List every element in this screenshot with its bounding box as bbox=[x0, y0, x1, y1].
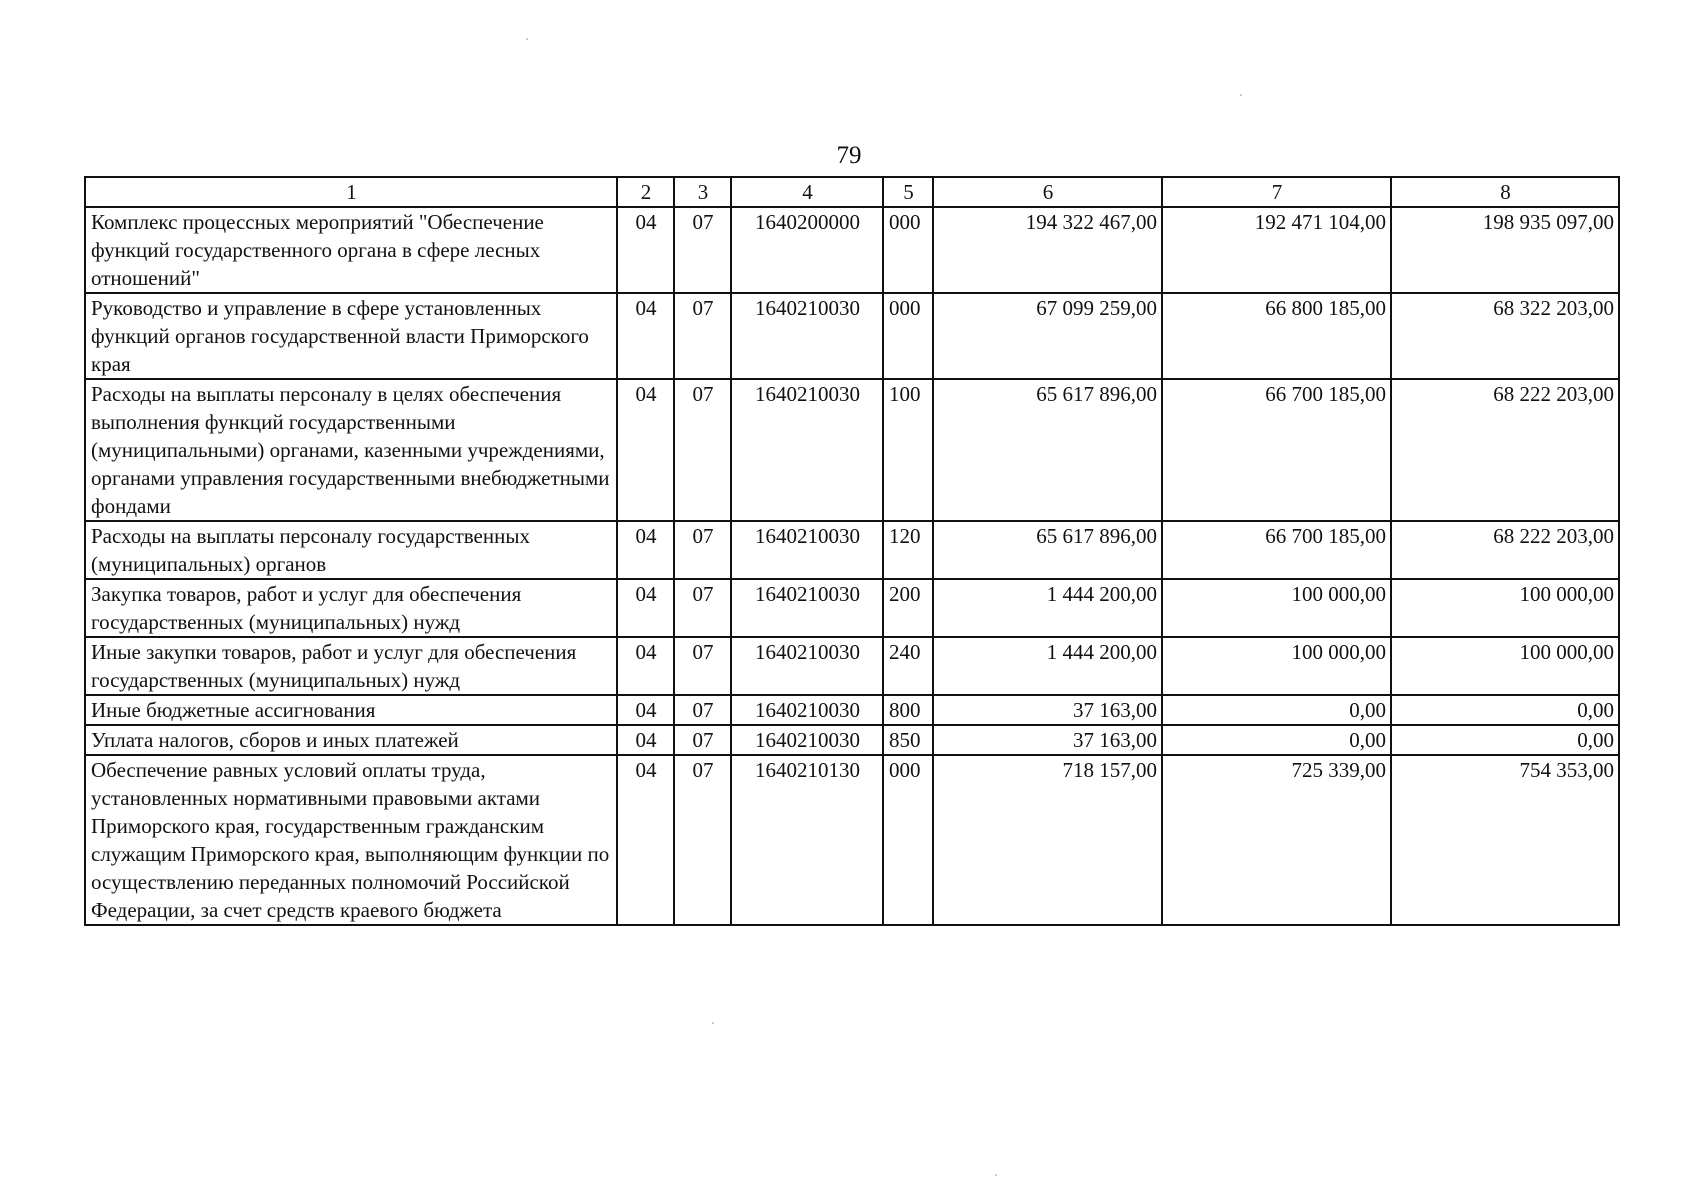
header-col-7: 7 bbox=[1162, 177, 1391, 207]
target-article-code: 1640210130 bbox=[731, 755, 883, 925]
amount-col-6: 37 163,00 bbox=[933, 725, 1162, 755]
subsection-code: 07 bbox=[674, 521, 731, 579]
table-row bbox=[85, 695, 1619, 725]
amount-col-6: 37 163,00 bbox=[933, 695, 1162, 725]
amount-col-8: 754 353,00 bbox=[1391, 755, 1619, 925]
amount-col-6: 1 444 200,00 bbox=[933, 579, 1162, 637]
subsection-code: 07 bbox=[674, 725, 731, 755]
table-row bbox=[85, 379, 1619, 521]
amount-col-8: 0,00 bbox=[1391, 695, 1619, 725]
header-col-3: 3 bbox=[674, 177, 731, 207]
table-row bbox=[85, 755, 1619, 925]
amount-col-7: 66 700 185,00 bbox=[1162, 379, 1391, 521]
subsection-code: 07 bbox=[674, 637, 731, 695]
section-code: 04 bbox=[617, 637, 674, 695]
target-article-code: 1640210030 bbox=[731, 521, 883, 579]
table-row bbox=[85, 521, 1619, 579]
subsection-code: 07 bbox=[674, 695, 731, 725]
amount-col-6: 65 617 896,00 bbox=[933, 521, 1162, 579]
section-code: 04 bbox=[617, 725, 674, 755]
table-row bbox=[85, 579, 1619, 637]
amount-col-6: 65 617 896,00 bbox=[933, 379, 1162, 521]
header-col-1: 1 bbox=[85, 177, 617, 207]
amount-col-7: 66 800 185,00 bbox=[1162, 293, 1391, 379]
target-article-code: 1640210030 bbox=[731, 637, 883, 695]
header-col-8: 8 bbox=[1391, 177, 1619, 207]
section-code: 04 bbox=[617, 755, 674, 925]
target-article-code: 1640200000 bbox=[731, 207, 883, 293]
row-name: Иные закупки товаров, работ и услуг для обеспечения государственных (муниципальных) нужд bbox=[85, 637, 617, 695]
amount-col-6: 718 157,00 bbox=[933, 755, 1162, 925]
page-number: 79 bbox=[836, 142, 862, 169]
amount-col-8: 0,00 bbox=[1391, 725, 1619, 755]
scan-speck bbox=[1240, 94, 1242, 96]
header-col-4: 4 bbox=[731, 177, 883, 207]
subsection-code: 07 bbox=[674, 379, 731, 521]
table-row bbox=[85, 207, 1619, 293]
amount-col-8: 100 000,00 bbox=[1391, 579, 1619, 637]
scan-speck bbox=[526, 38, 528, 40]
expense-type-code: 200 bbox=[883, 579, 933, 637]
target-article-code: 1640210030 bbox=[731, 695, 883, 725]
amount-col-7: 0,00 bbox=[1162, 695, 1391, 725]
section-code: 04 bbox=[617, 293, 674, 379]
amount-col-7: 192 471 104,00 bbox=[1162, 207, 1391, 293]
amount-col-8: 100 000,00 bbox=[1391, 637, 1619, 695]
amount-col-7: 725 339,00 bbox=[1162, 755, 1391, 925]
amount-col-8: 68 222 203,00 bbox=[1391, 379, 1619, 521]
expense-type-code: 240 bbox=[883, 637, 933, 695]
expense-type-code: 800 bbox=[883, 695, 933, 725]
amount-col-8: 198 935 097,00 bbox=[1391, 207, 1619, 293]
row-name: Расходы на выплаты персоналу государственных (муниципальных) органов bbox=[85, 521, 617, 579]
table-header-row bbox=[85, 177, 1619, 207]
row-name: Иные бюджетные ассигнования bbox=[85, 695, 617, 725]
amount-col-8: 68 222 203,00 bbox=[1391, 521, 1619, 579]
expense-type-code: 000 bbox=[883, 755, 933, 925]
target-article-code: 1640210030 bbox=[731, 379, 883, 521]
amount-col-6: 194 322 467,00 bbox=[933, 207, 1162, 293]
expense-type-code: 000 bbox=[883, 207, 933, 293]
amount-col-7: 100 000,00 bbox=[1162, 637, 1391, 695]
expense-type-code: 120 bbox=[883, 521, 933, 579]
header-col-5: 5 bbox=[883, 177, 933, 207]
header-col-2: 2 bbox=[617, 177, 674, 207]
section-code: 04 bbox=[617, 207, 674, 293]
row-name: Уплата налогов, сборов и иных платежей bbox=[85, 725, 617, 755]
target-article-code: 1640210030 bbox=[731, 725, 883, 755]
header-col-6: 6 bbox=[933, 177, 1162, 207]
amount-col-8: 68 322 203,00 bbox=[1391, 293, 1619, 379]
amount-col-6: 67 099 259,00 bbox=[933, 293, 1162, 379]
amount-col-7: 100 000,00 bbox=[1162, 579, 1391, 637]
row-name: Руководство и управление в сфере установленных функций органов государственной власти Приморского края bbox=[85, 293, 617, 379]
scan-speck bbox=[712, 1022, 714, 1024]
subsection-code: 07 bbox=[674, 755, 731, 925]
subsection-code: 07 bbox=[674, 579, 731, 637]
section-code: 04 bbox=[617, 695, 674, 725]
section-code: 04 bbox=[617, 521, 674, 579]
row-name: Расходы на выплаты персоналу в целях обеспечения выполнения функций государственными (муниципальными) органами, казенными учреждениями, органами управления государственными внебюджетными фондами bbox=[85, 379, 617, 521]
amount-col-7: 0,00 bbox=[1162, 725, 1391, 755]
subsection-code: 07 bbox=[674, 293, 731, 379]
subsection-code: 07 bbox=[674, 207, 731, 293]
section-code: 04 bbox=[617, 579, 674, 637]
section-code: 04 bbox=[617, 379, 674, 521]
amount-col-7: 66 700 185,00 bbox=[1162, 521, 1391, 579]
row-name: Комплекс процессных мероприятий "Обеспечение функций государственного органа в сфере лесных отношений" bbox=[85, 207, 617, 293]
budget-table bbox=[84, 176, 1620, 926]
target-article-code: 1640210030 bbox=[731, 293, 883, 379]
expense-type-code: 100 bbox=[883, 379, 933, 521]
expense-type-code: 000 bbox=[883, 293, 933, 379]
table-row bbox=[85, 637, 1619, 695]
row-name: Обеспечение равных условий оплаты труда, установленных нормативными правовыми актами Приморского края, государственным гражданским служащим Приморского края, выполняющим функции по осуществлению переданных полномочий Российской Федерации, за счет средств краевого бюджета bbox=[85, 755, 617, 925]
expense-type-code: 850 bbox=[883, 725, 933, 755]
row-name: Закупка товаров, работ и услуг для обеспечения государственных (муниципальных) нужд bbox=[85, 579, 617, 637]
scan-speck bbox=[995, 1174, 997, 1176]
table-row bbox=[85, 725, 1619, 755]
table-row bbox=[85, 293, 1619, 379]
amount-col-6: 1 444 200,00 bbox=[933, 637, 1162, 695]
target-article-code: 1640210030 bbox=[731, 579, 883, 637]
